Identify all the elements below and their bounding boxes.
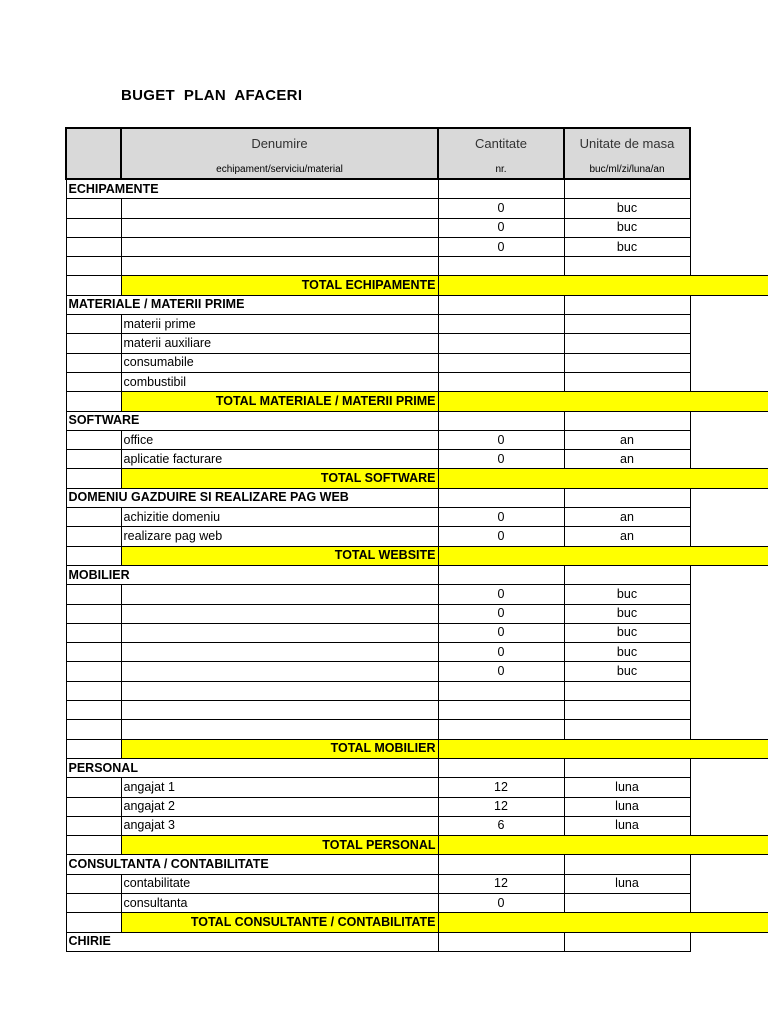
index-cell[interactable] bbox=[66, 469, 121, 488]
total-extra-cell[interactable] bbox=[690, 836, 768, 855]
unit-cell[interactable] bbox=[564, 179, 690, 199]
unit-cell[interactable]: buc bbox=[564, 585, 690, 604]
unit-cell[interactable] bbox=[564, 758, 690, 777]
header-unitate-sub: buc/ml/zi/luna/an bbox=[589, 164, 665, 175]
item-row bbox=[66, 643, 768, 662]
section-row bbox=[66, 179, 768, 199]
item-row bbox=[66, 450, 768, 469]
quantity-cell[interactable]: 0 bbox=[438, 623, 564, 642]
unit-cell[interactable]: an bbox=[564, 450, 690, 469]
extra-cell bbox=[690, 565, 768, 584]
total-unit-cell[interactable] bbox=[564, 276, 690, 295]
header-unitate: Unitate de masa bbox=[579, 136, 675, 151]
total-unit-cell[interactable] bbox=[564, 836, 690, 855]
unit-cell[interactable]: buc bbox=[564, 662, 690, 681]
section-row bbox=[66, 295, 768, 314]
section-label[interactable]: PERSONAL bbox=[66, 758, 438, 777]
unit-cell[interactable] bbox=[564, 257, 690, 276]
total-label: TOTAL MATERIALE / MATERII PRIME bbox=[121, 392, 438, 411]
item-name-cell[interactable] bbox=[121, 643, 438, 662]
extra-cell bbox=[690, 604, 768, 623]
quantity-cell[interactable]: 0 bbox=[438, 893, 564, 912]
quantity-cell[interactable] bbox=[438, 372, 564, 391]
header-denumire: Denumire bbox=[251, 136, 308, 151]
item-name-cell[interactable]: materii prime bbox=[121, 315, 438, 334]
quantity-cell[interactable] bbox=[438, 488, 564, 507]
quantity-cell[interactable] bbox=[438, 932, 564, 951]
item-name-cell[interactable] bbox=[121, 681, 438, 700]
header-denumire-sub: echipament/serviciu/material bbox=[216, 164, 343, 175]
extra-cell bbox=[690, 334, 768, 353]
item-row bbox=[66, 508, 768, 527]
item-name-cell[interactable] bbox=[121, 701, 438, 720]
total-extra-cell[interactable] bbox=[690, 469, 768, 488]
item-row bbox=[66, 315, 768, 334]
item-name-cell[interactable] bbox=[121, 604, 438, 623]
quantity-cell[interactable] bbox=[438, 353, 564, 372]
item-name-cell[interactable]: consumabile bbox=[121, 353, 438, 372]
item-name-cell[interactable] bbox=[121, 199, 438, 218]
index-cell[interactable] bbox=[66, 623, 121, 642]
section-row bbox=[66, 565, 768, 584]
extra-cell bbox=[690, 585, 768, 604]
extra-cell bbox=[690, 315, 768, 334]
extra-cell bbox=[690, 855, 768, 874]
quantity-cell[interactable] bbox=[438, 411, 564, 430]
quantity-cell[interactable]: 6 bbox=[438, 816, 564, 835]
extra-cell bbox=[690, 372, 768, 391]
item-row bbox=[66, 353, 768, 372]
total-extra-cell[interactable] bbox=[690, 739, 768, 758]
extra-cell bbox=[690, 816, 768, 835]
total-row bbox=[66, 392, 768, 411]
section-label[interactable]: CHIRIE bbox=[66, 932, 438, 951]
index-cell[interactable] bbox=[66, 701, 121, 720]
index-cell[interactable] bbox=[66, 739, 121, 758]
header-row bbox=[66, 128, 768, 179]
quantity-cell[interactable]: 0 bbox=[438, 508, 564, 527]
quantity-cell[interactable]: 0 bbox=[438, 585, 564, 604]
header-index-cell bbox=[66, 128, 121, 179]
unit-cell[interactable] bbox=[564, 893, 690, 912]
unit-cell[interactable] bbox=[564, 565, 690, 584]
item-name-cell[interactable]: angajat 2 bbox=[121, 797, 438, 816]
extra-cell bbox=[690, 527, 768, 546]
extra-cell bbox=[690, 662, 768, 681]
item-row bbox=[66, 623, 768, 642]
unit-cell[interactable]: an bbox=[564, 508, 690, 527]
extra-cell bbox=[690, 797, 768, 816]
extra-cell bbox=[690, 430, 768, 449]
section-label[interactable]: SOFTWARE bbox=[66, 411, 438, 430]
unit-cell[interactable]: buc bbox=[564, 623, 690, 642]
unit-cell[interactable] bbox=[564, 488, 690, 507]
quantity-cell[interactable]: 0 bbox=[438, 662, 564, 681]
item-name-cell[interactable]: angajat 1 bbox=[121, 778, 438, 797]
extra-cell bbox=[690, 643, 768, 662]
total-quantity-cell[interactable] bbox=[438, 739, 564, 758]
item-name-cell[interactable]: contabilitate bbox=[121, 874, 438, 893]
item-name-cell[interactable] bbox=[121, 720, 438, 739]
total-unit-cell[interactable] bbox=[564, 913, 690, 932]
item-row bbox=[66, 701, 768, 720]
unit-cell[interactable]: luna bbox=[564, 778, 690, 797]
item-row bbox=[66, 604, 768, 623]
section-label[interactable]: MATERIALE / MATERII PRIME bbox=[66, 295, 438, 314]
index-cell[interactable] bbox=[66, 392, 121, 411]
extra-cell bbox=[690, 778, 768, 797]
unit-cell[interactable] bbox=[564, 353, 690, 372]
header-extra-cell bbox=[690, 128, 768, 179]
unit-cell[interactable] bbox=[564, 855, 690, 874]
quantity-cell[interactable]: 12 bbox=[438, 778, 564, 797]
extra-cell bbox=[690, 932, 768, 951]
index-cell[interactable] bbox=[66, 778, 121, 797]
quantity-cell[interactable]: 12 bbox=[438, 874, 564, 893]
index-cell[interactable] bbox=[66, 893, 121, 912]
total-row bbox=[66, 739, 768, 758]
extra-cell bbox=[690, 257, 768, 276]
section-row bbox=[66, 758, 768, 777]
unit-cell[interactable]: an bbox=[564, 527, 690, 546]
header-denumire-cell bbox=[121, 128, 438, 179]
total-quantity-cell[interactable] bbox=[438, 469, 564, 488]
section-row bbox=[66, 855, 768, 874]
unit-cell[interactable]: buc bbox=[564, 643, 690, 662]
item-name-cell[interactable]: achizitie domeniu bbox=[121, 508, 438, 527]
index-cell[interactable] bbox=[66, 874, 121, 893]
item-row bbox=[66, 527, 768, 546]
header-cantitate-cell bbox=[438, 128, 564, 179]
index-cell[interactable] bbox=[66, 430, 121, 449]
section-row bbox=[66, 932, 768, 951]
item-name-cell[interactable] bbox=[121, 585, 438, 604]
item-row bbox=[66, 797, 768, 816]
item-name-cell[interactable] bbox=[121, 237, 438, 256]
unit-cell[interactable] bbox=[564, 932, 690, 951]
item-name-cell[interactable]: consultanta bbox=[121, 893, 438, 912]
extra-cell bbox=[690, 179, 768, 199]
item-row bbox=[66, 218, 768, 237]
quantity-cell[interactable] bbox=[438, 295, 564, 314]
total-label: TOTAL PERSONAL bbox=[121, 836, 438, 855]
unit-cell[interactable] bbox=[564, 372, 690, 391]
extra-cell bbox=[690, 720, 768, 739]
item-name-cell[interactable]: materii auxiliare bbox=[121, 334, 438, 353]
index-cell[interactable] bbox=[66, 643, 121, 662]
quantity-cell[interactable] bbox=[438, 179, 564, 199]
index-cell[interactable] bbox=[66, 218, 121, 237]
index-cell[interactable] bbox=[66, 797, 121, 816]
item-row bbox=[66, 372, 768, 391]
quantity-cell[interactable]: 0 bbox=[438, 218, 564, 237]
extra-cell bbox=[690, 508, 768, 527]
item-name-cell[interactable] bbox=[121, 257, 438, 276]
unit-cell[interactable]: buc bbox=[564, 199, 690, 218]
total-quantity-cell[interactable] bbox=[438, 913, 564, 932]
unit-cell[interactable]: buc bbox=[564, 604, 690, 623]
total-quantity-cell[interactable] bbox=[438, 546, 564, 565]
header-cantitate: Cantitate bbox=[474, 136, 528, 151]
extra-cell bbox=[690, 295, 768, 314]
item-name-cell[interactable] bbox=[121, 662, 438, 681]
total-quantity-cell[interactable] bbox=[438, 392, 564, 411]
quantity-cell[interactable]: 0 bbox=[438, 604, 564, 623]
unit-cell[interactable] bbox=[564, 295, 690, 314]
total-row bbox=[66, 913, 768, 932]
item-row bbox=[66, 778, 768, 797]
item-name-cell[interactable]: aplicatie facturare bbox=[121, 450, 438, 469]
section-row bbox=[66, 411, 768, 430]
extra-cell bbox=[690, 411, 768, 430]
item-row bbox=[66, 681, 768, 700]
quantity-cell[interactable] bbox=[438, 855, 564, 874]
item-row bbox=[66, 237, 768, 256]
unit-cell[interactable]: luna bbox=[564, 797, 690, 816]
item-name-cell[interactable] bbox=[121, 623, 438, 642]
quantity-cell[interactable]: 0 bbox=[438, 199, 564, 218]
index-cell[interactable] bbox=[66, 604, 121, 623]
index-cell[interactable] bbox=[66, 585, 121, 604]
index-cell[interactable] bbox=[66, 913, 121, 932]
extra-cell bbox=[690, 488, 768, 507]
quantity-cell[interactable]: 0 bbox=[438, 450, 564, 469]
section-label[interactable]: CONSULTANTA / CONTABILITATE bbox=[66, 855, 438, 874]
index-cell[interactable] bbox=[66, 353, 121, 372]
index-cell[interactable] bbox=[66, 334, 121, 353]
section-label[interactable]: MOBILIER bbox=[66, 565, 438, 584]
quantity-cell[interactable] bbox=[438, 257, 564, 276]
item-row bbox=[66, 720, 768, 739]
item-row bbox=[66, 874, 768, 893]
unit-cell[interactable]: buc bbox=[564, 237, 690, 256]
total-quantity-cell[interactable] bbox=[438, 836, 564, 855]
section-label[interactable]: DOMENIU GAZDUIRE SI REALIZARE PAG WEB bbox=[66, 488, 438, 507]
index-cell[interactable] bbox=[66, 816, 121, 835]
total-row bbox=[66, 469, 768, 488]
total-unit-cell[interactable] bbox=[564, 546, 690, 565]
total-extra-cell[interactable] bbox=[690, 392, 768, 411]
total-unit-cell[interactable] bbox=[564, 392, 690, 411]
extra-cell bbox=[690, 701, 768, 720]
quantity-cell[interactable]: 0 bbox=[438, 527, 564, 546]
item-name-cell[interactable]: office bbox=[121, 430, 438, 449]
quantity-cell[interactable]: 12 bbox=[438, 797, 564, 816]
item-row bbox=[66, 257, 768, 276]
item-row bbox=[66, 585, 768, 604]
index-cell[interactable] bbox=[66, 662, 121, 681]
unit-cell[interactable] bbox=[564, 681, 690, 700]
unit-cell[interactable] bbox=[564, 701, 690, 720]
item-row bbox=[66, 199, 768, 218]
item-name-cell[interactable]: angajat 3 bbox=[121, 816, 438, 835]
unit-cell[interactable]: buc bbox=[564, 218, 690, 237]
extra-cell bbox=[690, 237, 768, 256]
quantity-cell[interactable] bbox=[438, 720, 564, 739]
index-cell[interactable] bbox=[66, 315, 121, 334]
item-name-cell[interactable]: realizare pag web bbox=[121, 527, 438, 546]
unit-cell[interactable] bbox=[564, 720, 690, 739]
quantity-cell[interactable] bbox=[438, 334, 564, 353]
unit-cell[interactable] bbox=[564, 411, 690, 430]
index-cell[interactable] bbox=[66, 720, 121, 739]
item-row bbox=[66, 334, 768, 353]
quantity-cell[interactable] bbox=[438, 565, 564, 584]
index-cell[interactable] bbox=[66, 450, 121, 469]
item-row bbox=[66, 893, 768, 912]
extra-cell bbox=[690, 758, 768, 777]
total-label: TOTAL WEBSITE bbox=[121, 546, 438, 565]
index-cell[interactable] bbox=[66, 237, 121, 256]
quantity-cell[interactable] bbox=[438, 681, 564, 700]
quantity-cell[interactable] bbox=[438, 701, 564, 720]
budget-table bbox=[65, 127, 768, 952]
total-extra-cell[interactable] bbox=[690, 276, 768, 295]
extra-cell bbox=[690, 681, 768, 700]
total-label: TOTAL ECHIPAMENTE bbox=[121, 276, 438, 295]
total-label: TOTAL CONSULTANTE / CONTABILITATE bbox=[121, 913, 438, 932]
total-label: TOTAL SOFTWARE bbox=[121, 469, 438, 488]
total-extra-cell[interactable] bbox=[690, 913, 768, 932]
item-row bbox=[66, 430, 768, 449]
total-row bbox=[66, 276, 768, 295]
index-cell[interactable] bbox=[66, 508, 121, 527]
total-label: TOTAL MOBILIER bbox=[121, 739, 438, 758]
section-row bbox=[66, 488, 768, 507]
index-cell[interactable] bbox=[66, 546, 121, 565]
index-cell[interactable] bbox=[66, 276, 121, 295]
quantity-cell[interactable] bbox=[438, 315, 564, 334]
document-title: BUGET PLAN AFACERI bbox=[121, 87, 303, 104]
item-row bbox=[66, 816, 768, 835]
index-cell[interactable] bbox=[66, 527, 121, 546]
index-cell[interactable] bbox=[66, 199, 121, 218]
total-extra-cell[interactable] bbox=[690, 546, 768, 565]
header-cantitate-sub: nr. bbox=[495, 164, 507, 175]
index-cell[interactable] bbox=[66, 836, 121, 855]
section-label[interactable]: ECHIPAMENTE bbox=[66, 179, 438, 199]
extra-cell bbox=[690, 893, 768, 912]
total-unit-cell[interactable] bbox=[564, 469, 690, 488]
extra-cell bbox=[690, 450, 768, 469]
index-cell[interactable] bbox=[66, 372, 121, 391]
unit-cell[interactable]: an bbox=[564, 430, 690, 449]
extra-cell bbox=[690, 353, 768, 372]
extra-cell bbox=[690, 218, 768, 237]
quantity-cell[interactable]: 0 bbox=[438, 430, 564, 449]
total-row bbox=[66, 836, 768, 855]
index-cell[interactable] bbox=[66, 257, 121, 276]
extra-cell bbox=[690, 623, 768, 642]
unit-cell[interactable]: luna bbox=[564, 816, 690, 835]
total-quantity-cell[interactable] bbox=[438, 276, 564, 295]
extra-cell bbox=[690, 874, 768, 893]
item-name-cell[interactable] bbox=[121, 218, 438, 237]
unit-cell[interactable] bbox=[564, 315, 690, 334]
extra-cell bbox=[690, 199, 768, 218]
quantity-cell[interactable]: 0 bbox=[438, 643, 564, 662]
quantity-cell[interactable] bbox=[438, 758, 564, 777]
header-unitate-cell bbox=[564, 128, 690, 179]
unit-cell[interactable] bbox=[564, 334, 690, 353]
budget-table-body bbox=[66, 128, 768, 951]
unit-cell[interactable]: luna bbox=[564, 874, 690, 893]
quantity-cell[interactable]: 0 bbox=[438, 237, 564, 256]
item-name-cell[interactable]: combustibil bbox=[121, 372, 438, 391]
index-cell[interactable] bbox=[66, 681, 121, 700]
total-unit-cell[interactable] bbox=[564, 739, 690, 758]
total-row bbox=[66, 546, 768, 565]
item-row bbox=[66, 662, 768, 681]
